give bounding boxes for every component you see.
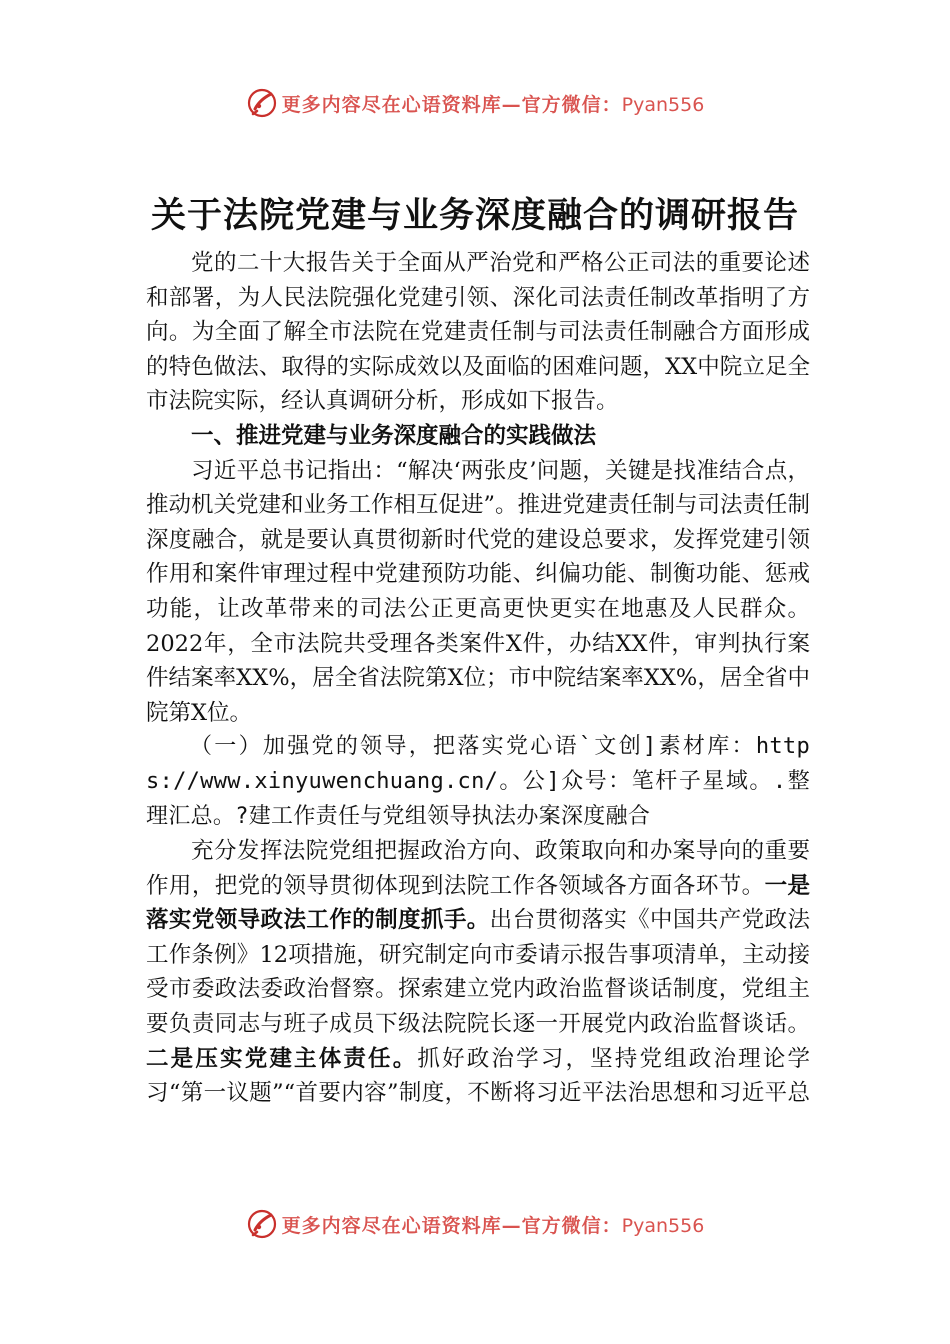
point-two-bold: 二是压实党建主体责任。 [146,1045,418,1072]
document-title: 关于法院党建与业务深度融合的调研报告 [150,195,799,236]
subsection-heading-1: （一）加强党的领导，把落实党心语`文创]素材库：https://www.xinyuwenchuang.cn/。公]众号：笔杆子星域。.整理汇总。?建工作责任与党组领导执法办案深度融合 [146,734,810,829]
watermark-id: Pyan556 [621,93,705,116]
document-body [146,246,810,1111]
point-one-bold: 一是落实党领导政法工作的制度抓手。 [146,872,810,934]
watermark-footer [0,1203,950,1245]
watermark-header [0,83,950,123]
watermark-id: Pyan556 [621,1214,705,1237]
brush-logo-icon [246,1208,278,1240]
watermark-text: 更多内容尽在心语资料库—官方微信： [281,93,622,116]
section-heading-1: 一、推进党建与业务深度融合的实践做法 [191,422,597,449]
practice-paragraph: 习近平总书记指出：“解决‘两张皮’问题，关键是找准结合点，推动机关党建和业务工作相互促进”。推进党建责任制与司法责任制深度融合，就是要认真贯彻新时代党的建设总要求，发挥党建引领作用和案件审理过程中党建预防功能、纠偏功能、制衡功能、惩戒功能，让改革带来的司法公正更高更快更实在地惠及人民群众。2022年，全市法院共受理各类案件X件，办结XX件，审判执行案件结案率XX%，居全省法院第X位；市中院结案率XX%，居全省中院第X位。 [146,457,811,726]
watermark-text: 更多内容尽在心语资料库—官方微信： [281,1214,622,1237]
brush-logo-icon [246,87,278,119]
party-leadership-paragraph: 充分发挥法院党组把握政治方向、政策取向和办案导向的重要作用，把党的领导贯彻体现到法院工作各领域各方面各环节。一是落实党领导政法工作的制度抓手。出台贯彻落实《中国共产党政法工作条例》12项措施，研究制定向市委请示报告事项清单，主动接受市委政法委政治督察。探索建立党内政治监督谈话制度，党组主要负责同志与班子成员下级法院院长逐一开展党内政治监督谈话。二是压实党建主体责任。抓好政治学习，坚持党组政治理论学习“第一议题”“首要内容”制度，不断将习近平法治思想和习近平总 [146,838,810,1107]
intro-paragraph: 党的二十大报告关于全面从严治党和严格公正司法的重要论述和部署，为人民法院强化党建引领、深化司法责任制改革指明了方向。为全面了解全市法院在党建责任制与司法责任制融合方面形成的特色做法、取得的实际成效以及面临的困难问题，XX中院立足全市法院实际，经认真调研分析，形成如下报告。 [146,250,810,415]
